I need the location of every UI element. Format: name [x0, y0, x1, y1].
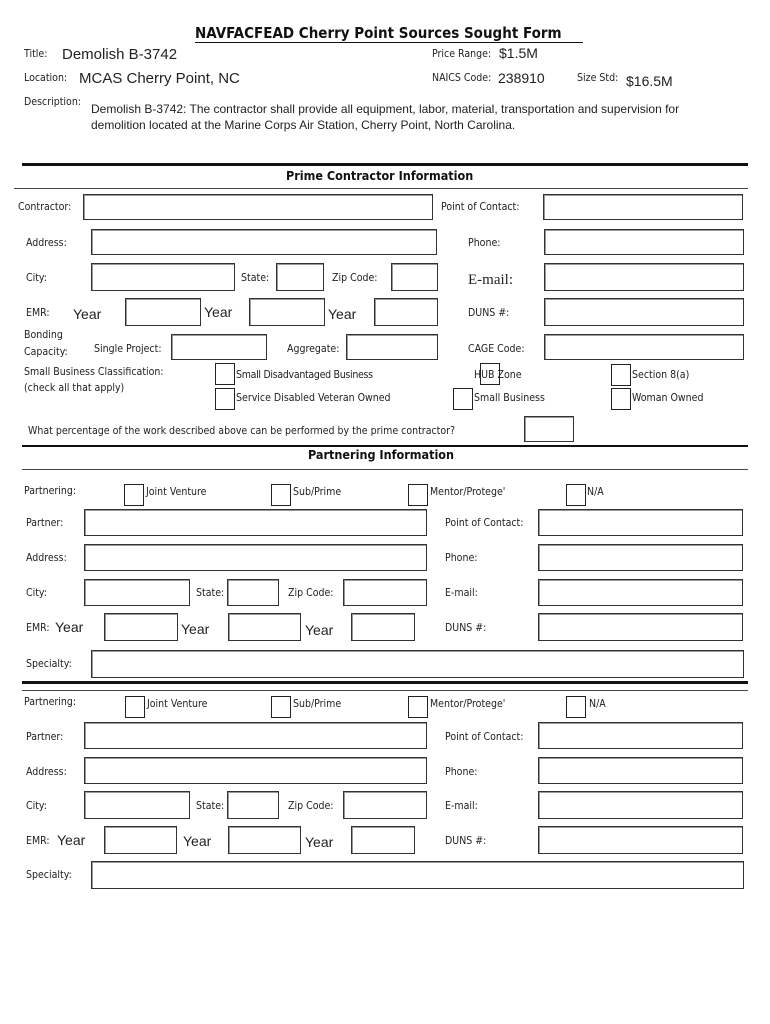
- mentor-protege-label-2: Mentor/Protege': [430, 698, 506, 710]
- single-project-label: Single Project:: [94, 343, 162, 355]
- prime-poc-input[interactable]: [543, 194, 743, 220]
- section-8a-checkbox[interactable]: [611, 364, 631, 386]
- mentor-protege-checkbox-1[interactable]: [408, 484, 428, 506]
- partner-city-input-2[interactable]: [84, 791, 190, 819]
- partner-state-label-2: State:: [196, 800, 225, 812]
- specialty-label-2: Specialty:: [26, 869, 72, 881]
- partner-duns-label-2: DUNS #:: [445, 835, 487, 847]
- prime-emr-input-1[interactable]: [125, 298, 201, 326]
- partner-emr-year-2a: Year: [57, 832, 86, 848]
- prime-poc-label: Point of Contact:: [441, 201, 520, 213]
- prime-email-label: E-mail:: [468, 272, 513, 288]
- single-project-input[interactable]: [171, 334, 267, 360]
- partner-duns-label-1: DUNS #:: [445, 622, 487, 634]
- prime-section-divider: [14, 188, 748, 189]
- partner-poc-label-2: Point of Contact:: [445, 731, 524, 743]
- partner-city-label-2: City:: [26, 800, 47, 812]
- specialty-input-2[interactable]: [91, 861, 744, 889]
- partnering-section-divider: [22, 469, 748, 470]
- prime-state-label: State:: [241, 272, 270, 284]
- partner-duns-input-1[interactable]: [538, 613, 743, 641]
- partner-email-label-1: E-mail:: [445, 587, 478, 599]
- prime-emr-label: EMR:: [26, 307, 50, 319]
- prime-city-input[interactable]: [91, 263, 235, 291]
- price-range-label: Price Range:: [432, 48, 492, 60]
- partner-address-input-1[interactable]: [84, 544, 427, 571]
- partner-duns-input-2[interactable]: [538, 826, 743, 854]
- size-std-label: Size Std:: [577, 72, 619, 84]
- prime-emr-year-1: Year: [73, 306, 102, 322]
- prime-emr-input-3[interactable]: [374, 298, 438, 326]
- title-underline: [195, 42, 583, 43]
- location-label: Location:: [24, 72, 68, 84]
- prime-state-input[interactable]: [276, 263, 324, 291]
- sub-prime-checkbox-2[interactable]: [271, 696, 291, 718]
- description-label: Description:: [24, 96, 81, 108]
- partner-emr-year-1b: Year: [181, 621, 210, 637]
- partner-email-input-1[interactable]: [538, 579, 743, 606]
- aggregate-input[interactable]: [346, 334, 438, 360]
- sdb-label: Small Disadvantaged Business: [236, 369, 373, 381]
- partner-emr-input-2a[interactable]: [104, 826, 177, 854]
- sub-prime-label-1: Sub/Prime: [293, 486, 342, 498]
- partner-emr-input-1a[interactable]: [104, 613, 178, 641]
- mentor-protege-checkbox-2[interactable]: [408, 696, 428, 718]
- prime-duns-label: DUNS #:: [468, 307, 510, 319]
- joint-venture-checkbox-2[interactable]: [125, 696, 145, 718]
- woman-owned-label: Woman Owned: [632, 392, 704, 404]
- sub-prime-checkbox-1[interactable]: [271, 484, 291, 506]
- classification-label-2: (check all that apply): [24, 382, 125, 394]
- partner-label-1: Partner:: [26, 517, 64, 529]
- partner-state-label-1: State:: [196, 587, 225, 599]
- partner-emr-year-1c: Year: [305, 622, 334, 638]
- partner-emr-input-1c[interactable]: [351, 613, 415, 641]
- prime-address-input[interactable]: [91, 229, 437, 255]
- specialty-input-1[interactable]: [91, 650, 744, 678]
- partnering-section-title: Partnering Information: [308, 447, 455, 462]
- joint-venture-label-2: Joint Venture: [147, 698, 208, 710]
- partner-label-2: Partner:: [26, 731, 64, 743]
- contractor-input[interactable]: [83, 194, 433, 220]
- percentage-input[interactable]: [524, 416, 574, 442]
- location-value: MCAS Cherry Point, NC: [79, 70, 240, 87]
- prime-section-title: Prime Contractor Information: [286, 168, 474, 183]
- partner-address-input-2[interactable]: [84, 757, 427, 784]
- price-range-value: $1.5M: [499, 45, 538, 61]
- prime-emr-year-2: Year: [204, 304, 233, 320]
- sdvo-label: Service Disabled Veteran Owned: [236, 392, 391, 404]
- cage-label: CAGE Code:: [468, 343, 525, 355]
- hub-zone-label: HUB Zone: [474, 369, 522, 381]
- size-std-value: $16.5M: [626, 73, 673, 89]
- partner-input-2[interactable]: [84, 722, 427, 749]
- prime-emr-year-3: Year: [328, 306, 357, 322]
- aggregate-label: Aggregate:: [287, 343, 340, 355]
- prime-phone-label: Phone:: [468, 237, 501, 249]
- sdb-checkbox[interactable]: [215, 363, 235, 385]
- partner-poc-label-1: Point of Contact:: [445, 517, 524, 529]
- partner-address-label-1: Address:: [26, 552, 67, 564]
- contractor-label: Contractor:: [18, 201, 72, 213]
- partner-phone-label-2: Phone:: [445, 766, 478, 778]
- partner-state-input-1[interactable]: [227, 579, 279, 606]
- na-label-2: N/A: [589, 698, 606, 710]
- partner-address-label-2: Address:: [26, 766, 67, 778]
- partner-zip-label-1: Zip Code:: [288, 587, 334, 599]
- prime-zip-input[interactable]: [391, 263, 438, 291]
- title-value: Demolish B-3742: [62, 46, 178, 63]
- partner-phone-label-1: Phone:: [445, 552, 478, 564]
- partner-state-input-2[interactable]: [227, 791, 279, 819]
- prime-duns-input[interactable]: [544, 298, 744, 326]
- sub-prime-label-2: Sub/Prime: [293, 698, 342, 710]
- woman-owned-checkbox[interactable]: [611, 388, 631, 410]
- percentage-question: What percentage of the work described above can be performed by the prime contractor?: [28, 425, 456, 437]
- partner-emr-year-2b: Year: [183, 833, 212, 849]
- joint-venture-label-1: Joint Venture: [146, 486, 207, 498]
- mentor-protege-label-1: Mentor/Protege': [430, 486, 506, 498]
- prime-zip-label: Zip Code:: [332, 272, 378, 284]
- partner-email-label-2: E-mail:: [445, 800, 478, 812]
- bonding-label-2: Capacity:: [24, 346, 68, 358]
- section-8a-label: Section 8(a): [632, 369, 690, 381]
- naics-label: NAICS Code:: [432, 72, 492, 84]
- partnering2-divider: [22, 690, 748, 691]
- partner-emr-label-1: EMR:: [26, 622, 50, 634]
- sdvo-checkbox[interactable]: [215, 388, 235, 410]
- form-title: NAVFACFEAD Cherry Point Sources Sought Form: [195, 24, 562, 42]
- partner-poc-input-2[interactable]: [538, 722, 743, 749]
- bonding-label-1: Bonding: [24, 329, 63, 341]
- title-label: Title:: [24, 48, 48, 60]
- partner-zip-input-1[interactable]: [343, 579, 427, 606]
- na-checkbox-1[interactable]: [566, 484, 586, 506]
- partner-emr-input-2b[interactable]: [228, 826, 301, 854]
- naics-value: 238910: [498, 70, 545, 86]
- partner-city-input-1[interactable]: [84, 579, 190, 606]
- na-label-1: N/A: [587, 486, 604, 498]
- partner-phone-input-2[interactable]: [538, 757, 743, 784]
- prime-address-label: Address:: [26, 237, 67, 249]
- small-business-checkbox[interactable]: [453, 388, 473, 410]
- partner-phone-input-1[interactable]: [538, 544, 743, 571]
- specialty-label-1: Specialty:: [26, 658, 72, 670]
- joint-venture-checkbox-1[interactable]: [124, 484, 144, 506]
- partnering-label-1: Partnering:: [24, 485, 77, 497]
- partner-email-input-2[interactable]: [538, 791, 743, 819]
- description-value: Demolish B-3742: The contractor shall provide all equipment, labor, material, transportation and supervision for demolition located at the Marine Corps Air Station, Cherry Point, North Carolina.: [91, 102, 680, 132]
- prime-phone-input[interactable]: [544, 229, 744, 255]
- partner-emr-year-2c: Year: [305, 834, 334, 850]
- partnering2-top-rule: [22, 681, 748, 684]
- partner-poc-input-1[interactable]: [538, 509, 743, 536]
- partner-zip-input-2[interactable]: [343, 791, 427, 819]
- prime-email-input[interactable]: [544, 263, 744, 291]
- prime-city-label: City:: [26, 272, 47, 284]
- partner-emr-year-1a: Year: [55, 619, 84, 635]
- partner-input-1[interactable]: [84, 509, 427, 536]
- prime-section-top-rule: [22, 163, 748, 166]
- na-checkbox-2[interactable]: [566, 696, 586, 718]
- small-business-label: Small Business: [474, 392, 545, 404]
- cage-input[interactable]: [544, 334, 744, 360]
- partner-emr-label-2: EMR:: [26, 835, 50, 847]
- partner-emr-input-1b[interactable]: [228, 613, 301, 641]
- partner-zip-label-2: Zip Code:: [288, 800, 334, 812]
- classification-label-1: Small Business Classification:: [24, 366, 164, 378]
- partner-emr-input-2c[interactable]: [351, 826, 415, 854]
- partnering-label-2: Partnering:: [24, 696, 77, 708]
- partner-city-label-1: City:: [26, 587, 47, 599]
- prime-emr-input-2[interactable]: [249, 298, 325, 326]
